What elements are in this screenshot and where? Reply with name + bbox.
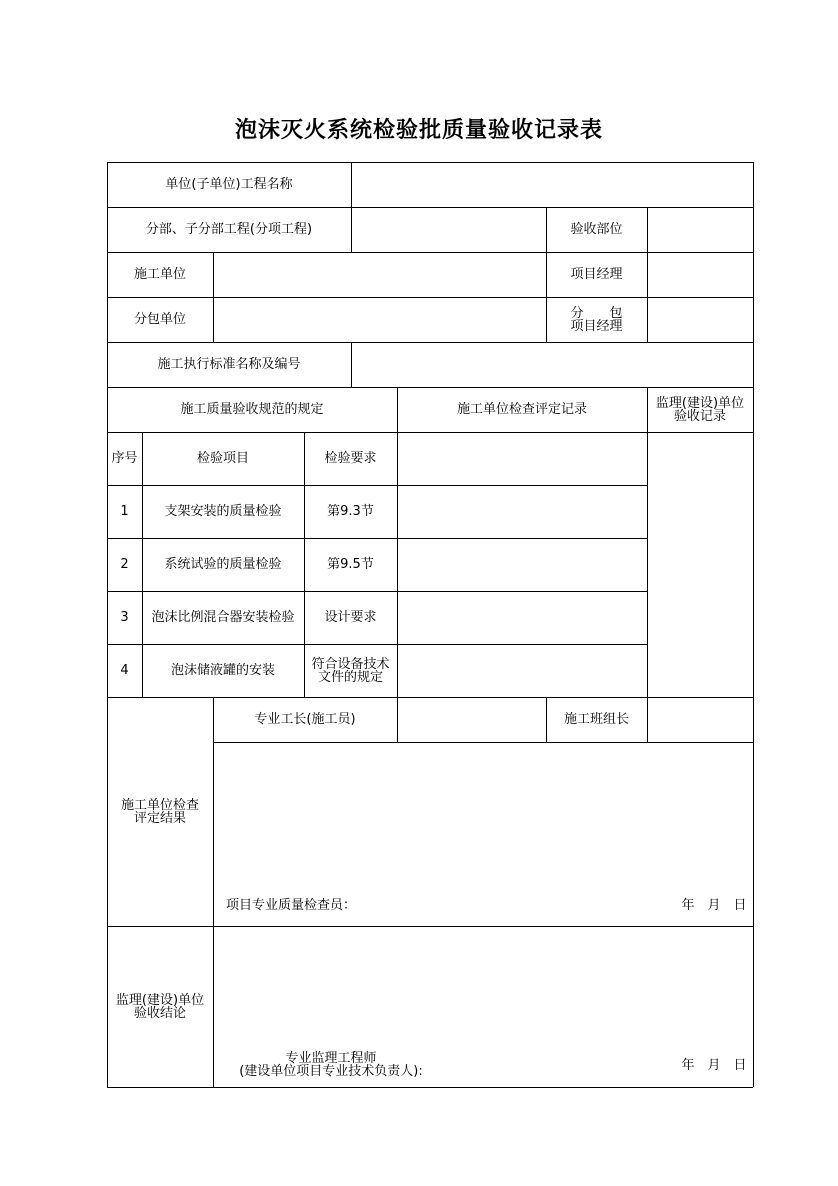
grid-line <box>107 1087 753 1088</box>
engineer-label-line1: 专业监理工程师 <box>285 1051 377 1066</box>
page-title: 泡沫灭火系统检验批质量验收记录表 <box>234 118 603 143</box>
item-seq: 4 <box>120 663 129 678</box>
supervision-header <box>647 387 753 432</box>
item-name: 泡沫比例混合器安装检验 <box>151 610 295 625</box>
engineer-label-line2: (建设单位项目专业技术负责人): <box>239 1064 423 1079</box>
item-requirement: 设计要求 <box>324 610 377 625</box>
construction-unit-label: 施工单位 <box>133 267 186 282</box>
team-leader-field[interactable] <box>647 697 753 742</box>
subcontract-unit-field[interactable] <box>213 297 546 342</box>
construction-unit-field[interactable] <box>213 252 546 297</box>
subcontract-pm-field[interactable] <box>647 297 753 342</box>
conclusion-date: 年 月 日 <box>681 1057 747 1073</box>
item-record-field[interactable] <box>397 591 647 644</box>
team-leader-label: 施工班组长 <box>563 712 629 727</box>
item-requirement-line2: 文件的规定 <box>317 669 383 685</box>
foreman-label: 专业工长(施工员) <box>254 712 356 727</box>
subcontract-pm-label-line1: 分 包 <box>570 305 623 321</box>
item-requirement <box>304 644 397 697</box>
project-manager-label: 项目经理 <box>570 267 623 282</box>
standard-label: 施工执行标准名称及编号 <box>157 357 301 372</box>
unit-project-name-label: 单位(子单位)工程名称 <box>165 177 293 192</box>
sub-project-field[interactable] <box>351 207 546 252</box>
subcontract-pm-label-line2: 项目经理 <box>570 318 623 334</box>
result-section-label <box>107 697 213 926</box>
unit-project-name-field[interactable] <box>351 162 753 207</box>
conclusion-field[interactable] <box>213 926 753 1046</box>
supervision-header-line1: 监理(建设)单位 <box>655 395 745 411</box>
result-field[interactable] <box>213 742 753 892</box>
item-requirement: 第9.5节 <box>327 557 374 572</box>
acceptance-part-field[interactable] <box>647 207 753 252</box>
project-manager-field[interactable] <box>647 252 753 297</box>
req-header: 检验要求 <box>324 451 377 466</box>
grid-line <box>753 162 754 1087</box>
sub-project-label: 分部、子分部工程(分项工程) <box>145 222 313 237</box>
item-name: 泡沫储液罐的安装 <box>170 663 275 678</box>
item-requirement: 第9.3节 <box>327 504 374 519</box>
spec-header: 施工质量验收规范的规定 <box>180 402 324 417</box>
item-seq: 1 <box>120 504 129 519</box>
item-record-field[interactable] <box>397 485 647 538</box>
item-name: 支架安装的质量检验 <box>164 504 282 519</box>
conclusion-section-line1: 监理(建设)单位 <box>115 992 205 1008</box>
item-record-field[interactable] <box>397 644 647 697</box>
supervision-record-field[interactable] <box>647 432 753 697</box>
item-record-field[interactable] <box>397 538 647 591</box>
engineer-label <box>226 1050 436 1080</box>
seq-header: 序号 <box>111 451 138 466</box>
inspector-label: 项目专业质量检查员： <box>226 897 357 913</box>
item-seq: 3 <box>120 610 129 625</box>
subcontract-pm-label <box>546 297 647 342</box>
conclusion-section-label <box>107 926 213 1087</box>
supervision-header-line2: 验收记录 <box>673 408 726 424</box>
standard-field[interactable] <box>351 342 753 387</box>
subcontract-unit-label: 分包单位 <box>133 312 186 327</box>
conclusion-section-line2: 验收结论 <box>133 1005 186 1021</box>
result-section-line2: 评定结果 <box>133 810 186 826</box>
item-seq: 2 <box>120 557 129 572</box>
acceptance-part-label: 验收部位 <box>570 222 623 237</box>
record-field[interactable] <box>397 432 647 485</box>
result-section-line1: 施工单位检查 <box>120 797 199 813</box>
item-requirement-line1: 符合设备技术 <box>311 656 390 672</box>
foreman-field[interactable] <box>397 697 546 742</box>
item-header: 检验项目 <box>196 451 249 466</box>
record-header: 施工单位检查评定记录 <box>456 402 587 417</box>
item-name: 系统试验的质量检验 <box>164 557 282 572</box>
result-date: 年 月 日 <box>681 897 747 913</box>
